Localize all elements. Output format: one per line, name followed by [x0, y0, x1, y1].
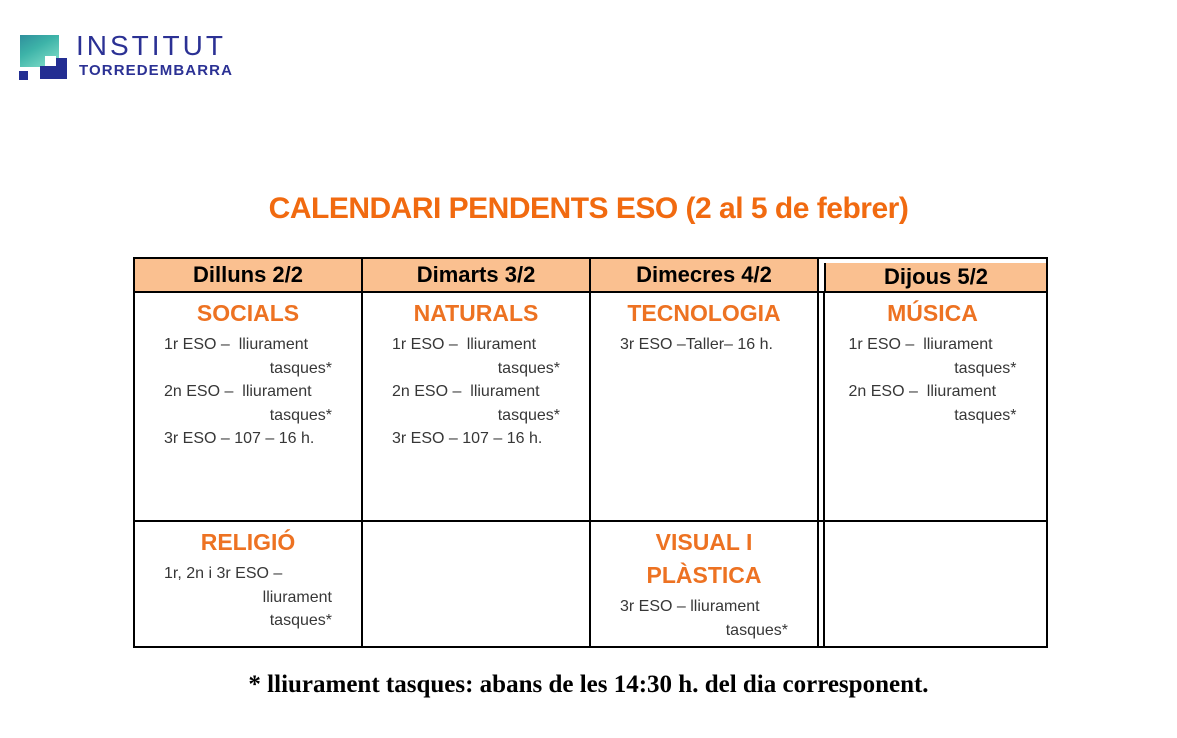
schedule-line: 1r ESO – lliurament — [848, 336, 993, 353]
logo-city-name: TORREDEMBARRA — [79, 62, 234, 79]
schedule-line: tasques* — [497, 406, 560, 424]
subject-heading-socials: SOCIALS — [196, 300, 300, 326]
schedule-line: 2n ESO – lliurament — [164, 383, 312, 400]
cell-naturals — [362, 292, 590, 521]
day-header-dijous — [818, 258, 1047, 292]
day-header-dilluns: Dilluns 2/2 — [134, 258, 362, 292]
schedule-line: 2n ESO – lliurament — [392, 383, 540, 400]
schedule-line: tasques* — [954, 359, 1017, 377]
schedule-line: 3r ESO –Taller– 16 h. — [620, 336, 773, 353]
schedule-line: 1r ESO – lliurament — [164, 336, 309, 353]
footnote: * lliurament tasques: abans de les 14:30 h. del dia corresponent. — [248, 671, 929, 698]
schedule-line: tasques* — [269, 359, 332, 377]
schedule-block — [164, 562, 332, 633]
schedule-line: tasques* — [269, 406, 332, 424]
day-header-dijous-fill: Dijous 5/2 — [824, 263, 1046, 291]
schedule-block — [849, 333, 1017, 427]
day-header-dimarts: Dimarts 3/2 — [362, 258, 590, 292]
schedule-block — [164, 333, 332, 451]
cell-musica — [818, 292, 1047, 521]
schedule-block — [620, 595, 788, 642]
logo-institute-name: INSTITUT — [76, 30, 226, 61]
calendar-table — [133, 257, 1048, 648]
schedule-line: tasques* — [497, 359, 560, 377]
schedule-line: tasques* — [269, 612, 332, 629]
schedule-line: 1r, 2n i 3r ESO – — [164, 565, 283, 582]
cell-religio — [134, 521, 362, 647]
subject-heading-visual-plastica: VISUAL I PLÀSTICA — [646, 529, 762, 588]
cell-dimarts-empty — [362, 521, 590, 647]
cell-visual-plastica — [590, 521, 818, 647]
logo-blue-square-small-icon — [19, 71, 28, 80]
schedule-block — [620, 333, 788, 357]
subject-heading-tecnologia: TECNOLOGIA — [627, 300, 781, 326]
cell-dijous-empty — [818, 521, 1047, 647]
institute-logo — [0, 0, 260, 100]
schedule-line: 1r ESO – lliurament — [392, 336, 537, 353]
schedule-line: 3r ESO – lliurament — [620, 598, 760, 615]
day-header-row — [134, 258, 1047, 292]
page-title: CALENDARI PENDENTS ESO (2 al 5 de febrer) — [268, 192, 909, 225]
table-row — [134, 521, 1047, 647]
logo-blue-bar-icon — [40, 66, 67, 79]
subject-heading-religio: RELIGIÓ — [200, 529, 296, 555]
schedule-block — [392, 333, 560, 451]
schedule-line: tasques* — [725, 621, 788, 639]
day-header-dimecres: Dimecres 4/2 — [590, 258, 818, 292]
cell-tecnologia — [590, 292, 818, 521]
table-row — [134, 292, 1047, 521]
schedule-line: lliurament — [262, 588, 332, 606]
schedule-line: 3r ESO – 107 – 16 h. — [392, 430, 543, 447]
schedule-line: 3r ESO – 107 – 16 h. — [164, 430, 315, 447]
schedule-line: tasques* — [954, 406, 1017, 424]
subject-heading-naturals: NATURALS — [413, 300, 539, 326]
schedule-line: 2n ESO – lliurament — [848, 383, 997, 400]
subject-heading-musica: MÚSICA — [887, 300, 978, 326]
cell-socials — [134, 292, 362, 521]
